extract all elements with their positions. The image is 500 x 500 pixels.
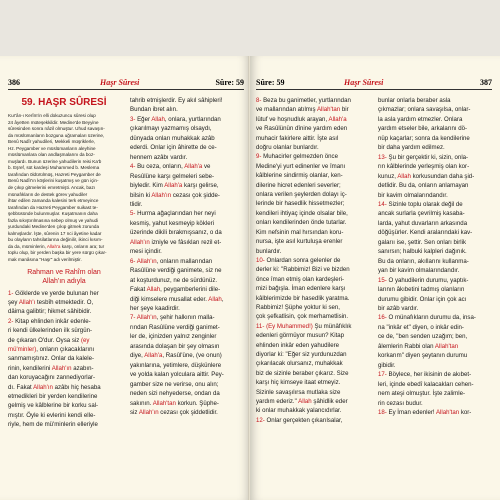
verse-line: dan koruyacağını zannediyorlar- bbox=[8, 374, 96, 382]
intro-line: Hz. Peygamber ve müslümanların aleyhine bbox=[8, 145, 96, 151]
verse-line: Bundan ibret alın. bbox=[130, 106, 178, 114]
verse-line: rın kâlblerinde yerleşmiş olan kor- bbox=[378, 163, 470, 171]
intro-line: toplu olup, bir yerden başka bir yere sürgü çıkar- bbox=[8, 250, 107, 256]
verse-line: sanmamıştınız. Onlar da kalele- bbox=[8, 355, 95, 363]
intro-line: şebbüsünde bulunmuşlar. Kuşatmanın daha bbox=[8, 211, 98, 217]
right-page-column-1 bbox=[256, 96, 368, 425]
verse-line: onları kendilerinden önde tutarlar. bbox=[256, 219, 347, 227]
verse-line: âlemlerin Rabbi olan Allah'tan bbox=[378, 342, 459, 350]
left-page bbox=[0, 56, 250, 500]
verse-line: 15- O yahudilerin durumu, yaptık- bbox=[378, 276, 469, 284]
verse-line: 8- Beza bu ganimetler, yurtlarından bbox=[256, 97, 351, 104]
verse-line: karşı hiç kimseye itaat etmeyiz. bbox=[256, 379, 341, 387]
running-title: Haşr Sûresi bbox=[100, 78, 140, 87]
verse-line: ki onlar muhakkak yalancıdırlar. bbox=[256, 407, 342, 415]
intro-line: müslümanlara olan andlaşmalarını da boz- bbox=[8, 152, 95, 158]
verse-line: Bu da onların, akıllarını kullanma- bbox=[378, 257, 469, 265]
verse-line: Rasûlüne verdiği ganimete, siz ne bbox=[130, 267, 222, 275]
verse-line: 17- Böylece, her ikisinin de akıbet- bbox=[378, 371, 472, 379]
verse-line: 11- (Ey Muhammed!) Şu münâfıklık bbox=[256, 322, 352, 330]
verse-line: muhacir fakirlere aittir. İşte asıl bbox=[256, 134, 339, 142]
verse-line: neden sizi nehyederse, ondan da bbox=[130, 390, 220, 398]
bismillah-line: Allah'ın adıyla bbox=[42, 277, 86, 285]
verse-line: ve Rasûlünün dînine yardım eden bbox=[256, 125, 348, 133]
verse-line: Rabbimiz! Şüphe yoktur ki sen, bbox=[256, 303, 340, 311]
verse-line: sakının. Allah'tan korkun. Şüphe- bbox=[130, 399, 219, 407]
verse-line: Kim nefsinin mal hırsından koru- bbox=[256, 228, 344, 236]
intro-line: 24 âyetten müteşekkildir. Medine'de Beyyine bbox=[8, 119, 99, 125]
verse-line: yardım etseler bile, arkalarını dö- bbox=[378, 125, 468, 133]
verse-line: de çıkaran O'dur. Oysa siz (ey bbox=[8, 336, 90, 344]
verse-line: rin cezası budur. bbox=[378, 399, 423, 407]
verse-line: ler de, içinizden yalnız zenginler bbox=[130, 333, 217, 341]
verse-line: 10- Onlardan sonra gelenler de bbox=[256, 256, 341, 264]
verse-line: her şeye kaadirdir. bbox=[130, 304, 180, 312]
verse-line: riyle, hem de mü'minlerin elleriyle bbox=[8, 421, 98, 429]
verse-line: yakınlarına, yetimlere, düşkünlere bbox=[130, 361, 222, 369]
verse-line: ce de, "ben senden uzağım; ben, bbox=[378, 333, 468, 341]
intro-line: de çıkıp gitmelerini emretmişti. Ancak, bazı bbox=[8, 185, 96, 191]
verse-line: larının âkıbetini tadmış olanların bbox=[378, 286, 465, 294]
verse-line: edenleri görmüyor musun? Kitap bbox=[256, 332, 345, 340]
verse-line: Resûlüne karşı gelmeleri sebe- bbox=[130, 172, 214, 180]
verse-line: Sizinle savaşılırsa mutlaka size bbox=[256, 388, 341, 396]
verse-line: gibidir. bbox=[378, 361, 396, 369]
intro-line: fazla sıkıştırılmasına sebep olmuş ve yahudi bbox=[8, 217, 99, 223]
verse-line: arasında dolaşan bir şey olmasın bbox=[130, 342, 220, 350]
intro-line: Kur'ân-ı Kerîm'in elli dokuzuncu sûresi olup bbox=[8, 113, 96, 118]
verse-line: na "inkâr et" diyen, o inkâr edin- bbox=[378, 323, 464, 331]
verse-line: mü'minler), onların çıkacaklarını bbox=[8, 346, 95, 354]
verse-line: biyledir. Kim Allah'a karşı gelirse, bbox=[130, 182, 219, 190]
left-page-column-1 bbox=[8, 96, 120, 430]
verse-line: leri, içinde ebedî kalacakları cehen- bbox=[378, 380, 474, 388]
verse-line: bunlar onlarla beraber asla bbox=[378, 97, 451, 104]
intro-line: da müslümanların bozguna uğramaları üzerine, bbox=[8, 132, 105, 138]
verse-line: bir daha yardım edilmez. bbox=[378, 144, 445, 152]
verse-line: ri kendi ülkelerinden ilk sürgün- bbox=[8, 327, 93, 335]
verse-line: at koşturdunuz, ne de sürdünüz. bbox=[130, 276, 218, 284]
intro-line: muşlardı. Bunun üzerine yahudilerin reisi Ka'b bbox=[8, 158, 102, 164]
verse-line: ancak surlarla çevrilmiş kasaba- bbox=[378, 210, 465, 218]
verse-line: 7- Allah'ın, şehir halkının malla- bbox=[130, 314, 215, 322]
verse-line: yan bir kavim olmalarındandır. bbox=[378, 267, 460, 275]
verse-line: şey Allah'ı tesbîh etmektedir. O, bbox=[8, 298, 94, 306]
verse-line: ederdi. Onlar için âhirette de ce- bbox=[130, 144, 217, 152]
verse-line: dünyada onları muhakkak azâb bbox=[130, 134, 215, 142]
verse-line: bir kavim olmalarındandır. bbox=[378, 191, 448, 199]
intro-line: tarafından öldürülmüş, Hazreti Peygamber de bbox=[8, 171, 101, 177]
intro-line: yurdundaki Medine'den çıkıp gitmek zorunda bbox=[8, 224, 100, 230]
right-page-header bbox=[256, 78, 492, 90]
verse-line: dilerine hicret edenleri severler; bbox=[256, 181, 341, 189]
bismillah-line: Rahman ve Rahîm olan bbox=[27, 268, 101, 276]
verse-line: çıkmazlar; onlara savaşılsa, onlar- bbox=[378, 106, 471, 114]
intro-line: münafıkların de destek görev yahudiler bbox=[8, 191, 88, 197]
intro-line: mak manâsına "Haşr" adı verilmiştir. bbox=[8, 257, 82, 263]
verse-line: kendileri ihtiyaç içinde olsalar bile, bbox=[256, 209, 348, 217]
verse-line: 1- Göklerde ve yerde bulunan her bbox=[8, 289, 99, 297]
verse-line: larda, yahut duvarların arkasında bbox=[378, 219, 468, 227]
verse-line: çok şefkatlisin, çok merhametlisin. bbox=[256, 313, 349, 321]
verse-line: mizi bağışla. İman edenlere karşı bbox=[256, 285, 346, 293]
verse-line: sanırsın; halbuki kalpleri dağınık. bbox=[378, 248, 467, 256]
intro-line: ihtar edilen zamanda kalesini terk etmeyince bbox=[8, 198, 99, 204]
verse-line: lerinde bir hasedlik hissetmezler; bbox=[256, 200, 345, 208]
verse-line: önce îman etmiş olan kardeşleri- bbox=[256, 275, 345, 283]
page-number: 387 bbox=[480, 78, 492, 87]
page-number: 386 bbox=[8, 78, 20, 87]
verse-line: ehlinden inkâr eden yahudilere bbox=[256, 341, 340, 349]
verse-line: dı. Fakat Allah'ın azâbı hiç hesaba bbox=[8, 383, 101, 391]
verse-line: bilsin ki Allah'ın cezası çok şidde- bbox=[130, 191, 220, 199]
verse-line: la asla yardım etmezler. Onlara bbox=[378, 115, 463, 123]
verse-line: bunlardır. bbox=[256, 247, 282, 255]
verse-line: gamber size ne verirse, onu alın; bbox=[130, 380, 219, 388]
verse-line: derler ki: "Rabbimiz! Bizi ve bizden bbox=[256, 266, 350, 274]
verse-line: kesmiş, yahut kesmeyip kökleri bbox=[130, 219, 214, 227]
verse-line: biz de sizinle beraber çıkarız. Size bbox=[256, 369, 349, 377]
intro-line: tarafından da Hazreti Peygamber suikast te- bbox=[8, 204, 98, 210]
verse-line: Fakat Allah, peygamberlerini dile- bbox=[130, 286, 221, 294]
intro-line: Benû Nadîr'ın köşlerini kuşatmış ve gün için- bbox=[8, 178, 99, 184]
intro-line: b. Eşref, süt kardeşi Muhammed b. Meslema bbox=[8, 165, 100, 171]
verse-line: diye, Allah'a, Rasûl'üne, (ve onun) bbox=[130, 352, 222, 360]
verse-line: nursa, işte asıl kurtuluşa erenler bbox=[256, 238, 343, 246]
verse-line: çıkarılacak olursanız, muhakkak bbox=[256, 360, 343, 368]
verse-line: dâima galibtir; hikmet sâhibidir. bbox=[8, 308, 92, 316]
verse-line: 4- Bu ceza, onların, Allah'a ve bbox=[130, 163, 211, 171]
verse-line: kâlblerine sindirmiş olanlar, ken- bbox=[256, 172, 343, 180]
verse-line: tahrib etmişlerdir. Ey akıl sâhipleri! bbox=[130, 97, 223, 104]
verse-line: kâlblerimizde bir hasedlik yaratma. bbox=[256, 294, 350, 302]
verse-line: 16- O münafıkların durumu da, insa- bbox=[378, 314, 476, 322]
verse-line: 5- Hurma ağaçlarından her neyi bbox=[130, 210, 216, 218]
verse-line: 2- Kitap ehlinden inkâr edenle- bbox=[8, 317, 91, 325]
verse-line: döğüşürler. Kendi aralarındaki kav- bbox=[378, 229, 473, 237]
verse-line: rinin, kendilerini Allah'ın azabın- bbox=[8, 364, 94, 372]
bismillah bbox=[8, 268, 120, 286]
verse-line: nem ateşi olmuştur. İşte zalimle- bbox=[378, 390, 466, 398]
verse-line: 18- Ey İman edenler! Allah'tan kor- bbox=[378, 408, 472, 416]
verse-line: kunuz, Allah korkusundan daha şid- bbox=[378, 172, 475, 180]
verse-line: diği kimselere musallat eder. Allah, bbox=[130, 295, 224, 303]
running-title: Haşr Sûresi bbox=[344, 78, 384, 87]
verse-line: doğru olanlar bunlardır. bbox=[256, 144, 319, 152]
verse-line: korkarım" diyen şeytanın durumu bbox=[378, 352, 468, 360]
verse-line: ve yolda kalan yolculara aittir. Pey- bbox=[130, 371, 224, 379]
verse-line: gelmiş ve kâlblerine bir korku sal- bbox=[8, 402, 99, 410]
verse-line: onlara verilen şeylerden dolayı iç- bbox=[256, 191, 347, 199]
intro-line: Benû Nadîr yahudileri, Mekkeli müşriklerle, bbox=[8, 139, 96, 145]
verse-line: galarıı ise, şettir. Sen onları birlik bbox=[378, 238, 467, 246]
intro-line: bu olayların tahsilatlarına değinilir, ikinci kısım- bbox=[8, 237, 103, 243]
verse-line: 3- Eğer Allah, onlara, yurtlarından bbox=[130, 115, 221, 123]
verse-line: ve mallarından atılmış Allah'tan bir bbox=[256, 106, 349, 114]
verse-line: 14- Sizinle toplu olarak değil de bbox=[378, 200, 463, 208]
open-book bbox=[0, 56, 500, 500]
verse-line: rından Rasûlüne verdiği ganimet- bbox=[130, 323, 220, 331]
surah-introduction bbox=[8, 113, 120, 264]
verse-line: Allah'ın izniyle ve fâsıkları rezil et- bbox=[130, 238, 222, 246]
intro-line: sûresinden sonra nâzil olmuştur. Uhud savaşın- bbox=[8, 126, 105, 132]
verse-line: 12- Onlar gerçekten çıkarılsalar, bbox=[256, 416, 343, 424]
verse-line: üzerinde dikili bırakmışsanız, o da bbox=[130, 229, 222, 237]
intro-line: da da, müminlerin, Allah'a karşı, onların ara; tur bbox=[8, 243, 105, 249]
right-page bbox=[250, 56, 500, 500]
verse-line: 6- Allah'ın, onların mallarından bbox=[130, 257, 213, 265]
verse-line: lütuf ve hoşnudluk arayan, Allah'a bbox=[256, 115, 347, 123]
verse-line: etmedikleri bir yerden kendilerine bbox=[8, 393, 98, 401]
right-page-column-2 bbox=[378, 96, 492, 417]
verse-line: çıkarılmayı yazmamış olsaydı, bbox=[130, 125, 212, 133]
verse-line: 13- Şu bir gerçektir ki, sizin, onla- bbox=[378, 153, 469, 161]
intro-line: kalmışlardır. İşte, sûrenin 17 nci âyetine kadar bbox=[8, 230, 102, 236]
verse-lines bbox=[8, 289, 120, 430]
left-page-header bbox=[8, 78, 244, 90]
verse-line: nüp kaçarlar; sonra da kendilerine bbox=[378, 134, 470, 142]
verse-line: tlidir. bbox=[130, 200, 143, 208]
left-page-column-2 bbox=[130, 96, 244, 417]
verse-line: hennem azâbı vardır. bbox=[130, 153, 188, 161]
verse-line: diyorlar ki: "Eğer siz yurdunuzdan bbox=[256, 350, 347, 358]
verse-line: mıştır. Öyle ki evlerini kendi elle- bbox=[8, 411, 96, 419]
verse-line: detlidir. Bu da, onların anlamayan bbox=[378, 182, 469, 190]
verse-line: mesi içindir. bbox=[130, 248, 162, 256]
verse-line: bir azâb vardır. bbox=[378, 304, 419, 312]
surah-title: 59. HAŞR SÛRESİ bbox=[21, 97, 107, 108]
sure-number: Sûre: 59 bbox=[215, 78, 244, 87]
verse-line: 9- Muhacirler gelmezden önce bbox=[256, 153, 338, 161]
verse-line: Medine'yi yurt edinenler ve îmanı bbox=[256, 162, 346, 170]
verse-line: siz Allah'ın cezası çok şiddetlidir. bbox=[130, 408, 218, 416]
verse-line: durumu gibidir. Onlar için çok acı bbox=[378, 295, 467, 303]
verse-line: yardım ederiz." Allah şâhidlik eder bbox=[256, 398, 348, 405]
sure-number: Sûre: 59 bbox=[256, 78, 285, 87]
